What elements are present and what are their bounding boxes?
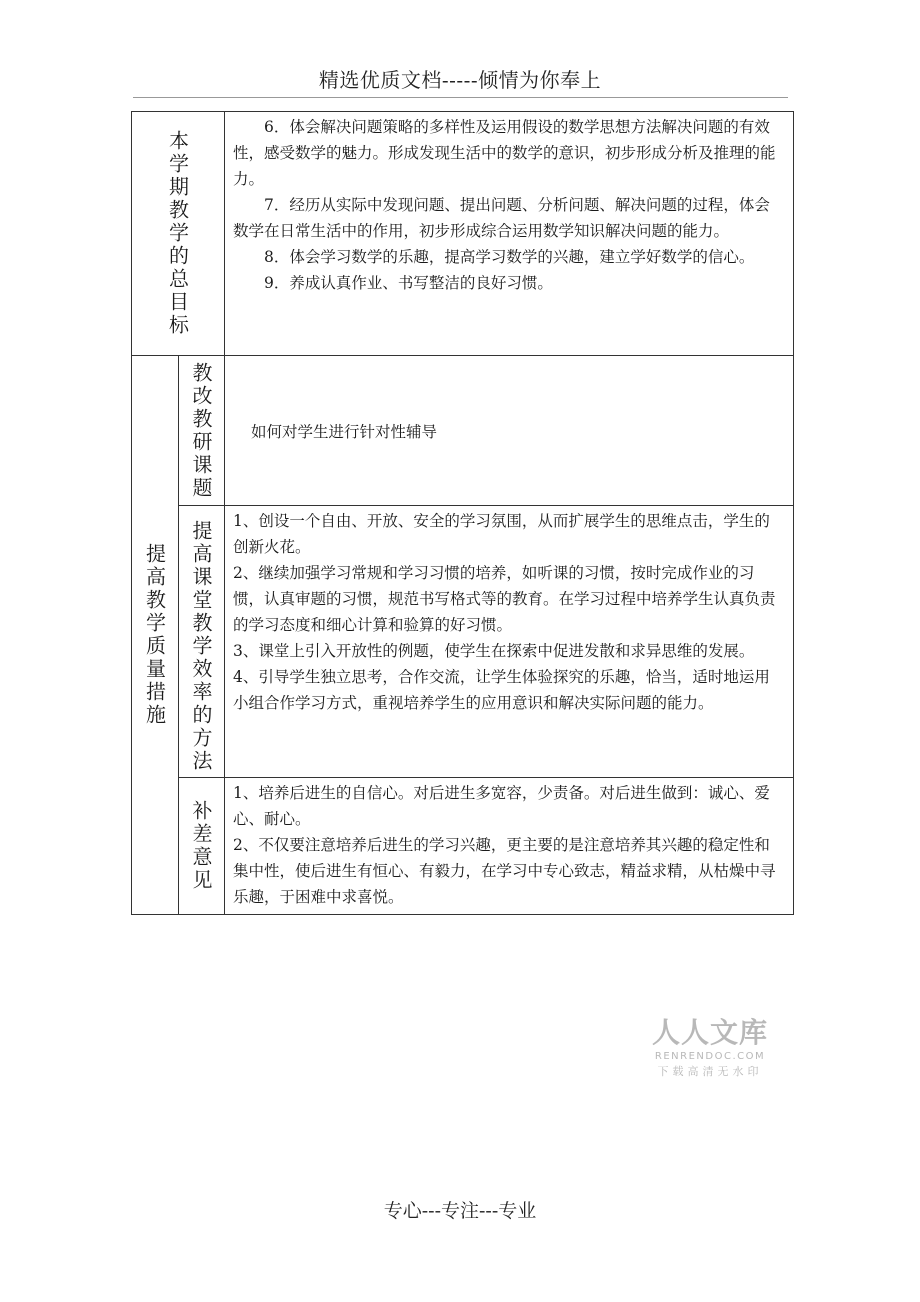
goal-item: 9．养成认真作业、书写整洁的良好习惯。: [264, 274, 553, 292]
goal-item: 8．体会学习数学的乐趣，提高学习数学的兴趣，建立学好数学的信心。: [264, 248, 755, 266]
methods-row: [132, 506, 794, 778]
measures-label-cell: [132, 356, 179, 915]
method-item: 2、继续加强学习常规和学习习惯的培养，如听课的习惯，按时完成作业的习惯，认真审题的习惯，规范书写格式等的教育。在学习过程中培养学生认真负责的学习态度和细心计算和验算的好习惯。: [233, 564, 776, 634]
method-item: 1、创设一个自由、开放、安全的学习氛围，从而扩展学生的思维点击，学生的创新火花。: [233, 512, 770, 556]
remedial-label: 补差意见: [189, 800, 213, 892]
page-header: 精选优质文档-----倾情为你奉上: [318, 68, 602, 92]
watermark-title: 人人文库: [651, 1016, 768, 1049]
goals-row: [132, 112, 794, 356]
methods-label: 提高课堂教学效率的方法: [189, 520, 213, 773]
methods-content: [225, 506, 794, 778]
watermark-subtitle: 下载高清无水印: [657, 1065, 763, 1078]
watermark-url: RENRENDOC.COM: [654, 1051, 766, 1062]
remedial-item: 1、培养后进生的自信心。对后进生多宽容，少责备。对后进生做到：诚心、爱心、耐心。: [233, 784, 770, 828]
methods-label-cell: [179, 506, 225, 778]
goals-label: 本学期教学的总目标: [165, 130, 190, 337]
watermark-logo: [640, 1016, 780, 1080]
remedial-item: 2、不仅要注意培养后进生的学习兴趣，更主要的是注意培养其兴趣的稳定性和集中性，使后进生有恒心、有毅力，在学习中专心致志，精益求精，从枯燥中寻乐趣，于困难中求喜悦。: [233, 836, 776, 906]
method-item: 4、引导学生独立思考，合作交流，让学生体验探究的乐趣，恰当，适时地运用小组合作学习方式，重视培养学生的应用意识和解决实际问题的能力。: [233, 668, 770, 712]
research-row: [132, 356, 794, 506]
goals-content: [225, 112, 794, 356]
goals-label-cell: [132, 112, 225, 356]
research-label: 教改教研课题: [189, 361, 213, 500]
goal-item: 6．体会解决问题策略的多样性及运用假设的数学思想方法解决问题的有效性，感受数学的魅力。形成发现生活中的数学的意识，初步形成分析及推理的能力。: [233, 118, 776, 188]
remedial-label-cell: [179, 778, 225, 915]
header-rule: [133, 97, 788, 98]
goal-item: 7．经历从实际中发现问题、提出问题、分析问题、解决问题的过程，体会数学在日常生活中的作用，初步形成综合运用数学知识解决问题的能力。: [233, 196, 770, 240]
research-topic-cell: [225, 356, 794, 506]
page-footer: 专心---专注---专业: [383, 1200, 537, 1222]
plan-table: [131, 111, 794, 915]
research-topic: 如何对学生进行针对性辅导: [251, 422, 438, 441]
research-label-cell: [179, 356, 225, 506]
remedial-content: [225, 778, 794, 915]
remedial-row: [132, 778, 794, 915]
method-item: 3、课堂上引入开放性的例题，使学生在探索中促进发散和求异思维的发展。: [233, 642, 755, 660]
measures-label: 提高教学质量措施: [142, 543, 167, 727]
